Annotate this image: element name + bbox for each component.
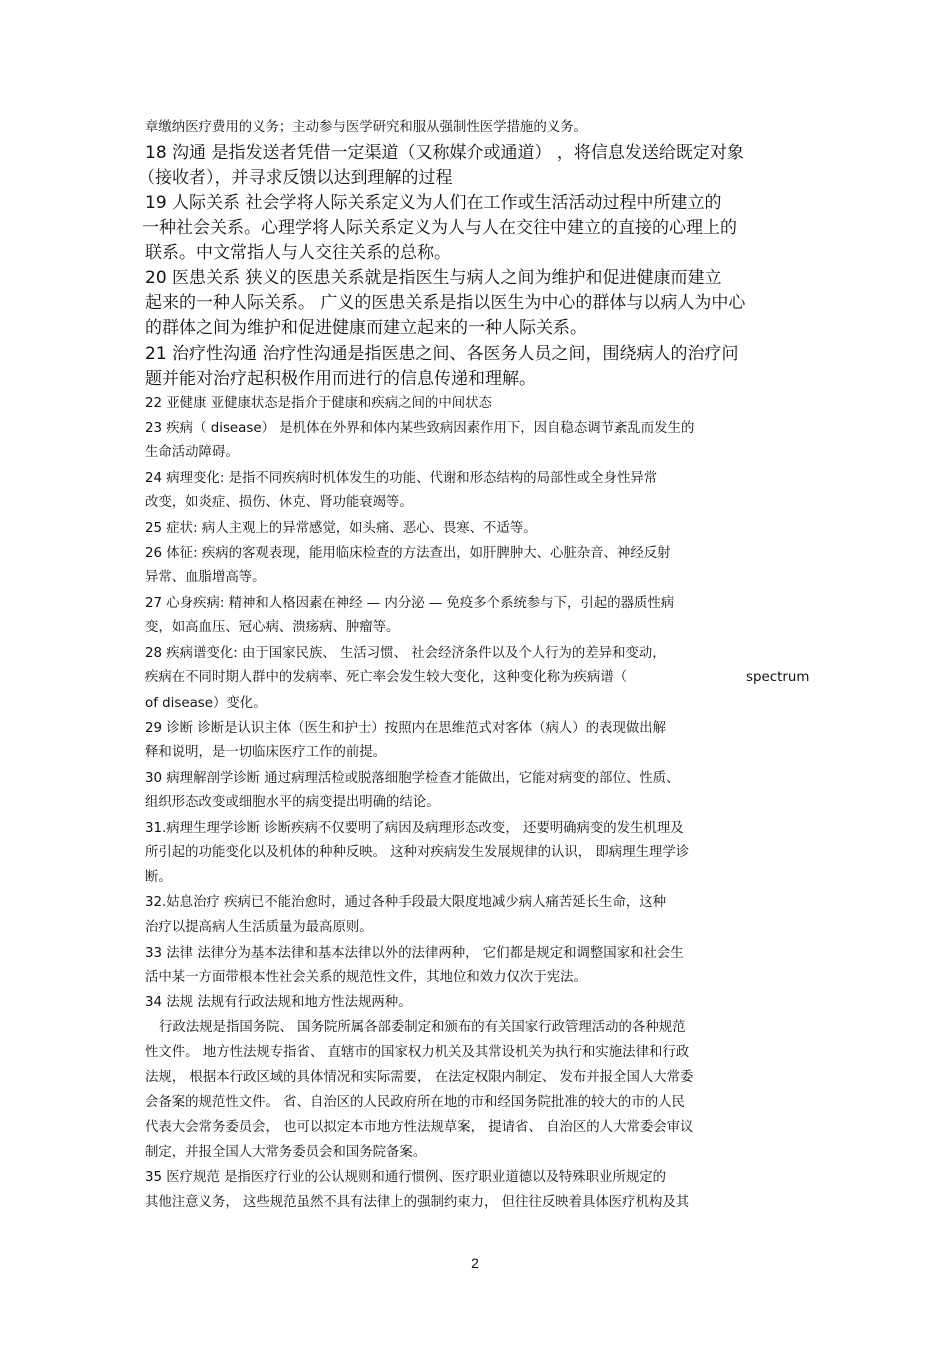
text-line: 代表大会常务委员会， 也可以拟定本市地方性法规草案， 提请省、 自治区的人大常委会审议	[145, 1120, 694, 1135]
text-line: 24 病理变化: 是指不同疾病时机体发生的功能、代谢和形态结构的局部性或全身性异常	[145, 471, 658, 486]
text-line: 题并能对治疗起积极作用而进行的信息传递和理解。	[145, 369, 536, 389]
text-line: 33 法律 法律分为基本法律和基本法律以外的法律两种， 它们都是规定和调整国家和社会生	[145, 946, 684, 961]
text-line: 联系。中文常指人与人交往关系的总称。	[145, 243, 451, 263]
text-line: 行政法规是指国务院、 国务院所属各部委制定和颁布的有关国家行政管理活动的各种规范	[159, 1020, 686, 1035]
text-line: 断。	[145, 870, 172, 885]
text-line: （接收者），并寻求反馈以达到理解的过程	[138, 168, 453, 188]
text-line: 会备案的规范性文件。 省、自治区的人民政府所在地的市和经国务院批准的较大的市的人民	[145, 1095, 685, 1110]
text-line: spectrum	[746, 670, 810, 685]
text-line: 32.姑息治疗 疾病已不能治愈时，通过各种手段最大限度地减少病人痛苦延长生命，这种	[145, 895, 667, 910]
text-line: 27 心身疾病: 精神和人格因素在神经 — 内分泌 — 免疫多个系统参与下，引起的器质性病	[145, 596, 675, 611]
text-line: 制定，并报全国人大常务委员会和国务院备案。	[145, 1145, 427, 1160]
text-line: 治疗以提高病人生活质量为最高原则。	[145, 920, 373, 935]
text-line: 29 诊断 诊断是认识主体（医生和护士）按照内在思维范式对客体（病人）的表现做出解	[145, 721, 667, 736]
text-line: 法规， 根据本行政区域的具体情况和实际需要， 在法定权限内制定、 发布并报全国人大常委	[145, 1070, 694, 1085]
text-line: 22 亚健康 亚健康状态是指介于健康和疾病之间的中间状态	[145, 396, 492, 411]
text-line: 变，如高血压、冠心病、溃疡病、肿瘤等。	[145, 620, 400, 635]
text-line: 25 症状: 病人主观上的异常感觉，如头痛、恶心、畏寒、不适等。	[145, 521, 537, 536]
text-line: 20 医患关系 狭义的医患关系就是指医生与病人之间为维护和促进健康而建立	[145, 268, 722, 288]
text-line: 34 法规 法规有行政法规和地方性法规两种。	[145, 995, 412, 1010]
text-line: 疾病在不同时期人群中的发病率、死亡率会发生较大变化，这种变化称为疾病谱（	[145, 670, 628, 685]
text-line: 释和说明，是一切临床医疗工作的前提。	[145, 745, 387, 760]
text-line: 性文件。 地方性法规专指省、 直辖市的国家权力机关及其常设机关为执行和实施法律和行政	[145, 1045, 690, 1060]
text-line: 起来的一种人际关系。 广义的医患关系是指以医生为中心的群体与以病人为中心	[145, 293, 746, 313]
text-line: 一种社会关系。心理学将人际关系定义为人与人在交往中建立的直接的心理上的	[142, 218, 737, 238]
text-line: 改变，如炎症、损伤、休克、肾功能衰竭等。	[145, 495, 413, 510]
text-line: 21 治疗性沟通 治疗性沟通是指医患之间、各医务人员之间，围绕病人的治疗问	[145, 344, 739, 364]
text-line: 26 体征: 疾病的客观表现，能用临床检查的方法查出，如肝脾肿大、心脏杂音、神经反射	[145, 546, 671, 561]
text-line: 生命活动障碍。	[145, 445, 239, 460]
text-line: 所引起的功能变化以及机体的种种反映。 这种对疾病发生发展规律的认识， 即病理生理学诊	[145, 845, 690, 860]
text-line: 28 疾病谱变化: 由于国家民族、 生活习惯、 社会经济条件以及个人行为的差异和变动，	[145, 646, 666, 661]
text-line: 异常、血脂增高等。	[145, 570, 266, 585]
text-line: 18 沟通 是指发送者凭借一定渠道（又称媒介或通道） ，将信息发送给既定对象	[145, 143, 744, 163]
text-line: 31.病理生理学诊断 诊断疾病不仅要明了病因及病理形态改变， 还要明确病变的发生机理及	[145, 821, 684, 836]
text-line: of disease）变化。	[145, 696, 267, 711]
text-line: 23 疾病（ disease） 是机体在外界和体内某些致病因素作用下，因自稳态调节紊乱而发生的	[145, 421, 695, 436]
text-line: 其他注意义务， 这些规范虽然不具有法律上的强制约束力， 但往往反映着具体医疗机构及其	[145, 1195, 690, 1210]
text-line: 组织形态改变或细胞水平的病变提出明确的结论。	[145, 795, 440, 810]
text-line: 的群体之间为维护和促进健康而建立起来的一种人际关系。	[145, 318, 587, 338]
page-number: 2	[471, 1255, 479, 1271]
text-line: 活中某一方面带根本性社会关系的规范性文件，其地位和效力仅次于宪法。	[145, 970, 587, 985]
text-line: 30 病理解剖学诊断 通过病理活检或脱落细胞学检查才能做出，它能对病变的部位、性质、	[145, 771, 680, 786]
text-line: 章缴纳医疗费用的义务；主动参与医学研究和服从强制性医学措施的义务。	[145, 120, 587, 135]
text-line: 35 医疗规范 是指医疗行业的公认规则和通行惯例、医疗职业道德以及特殊职业所规定的	[145, 1170, 667, 1185]
text-line: 19 人际关系 社会学将人际关系定义为人们在工作或生活活动过程中所建立的	[145, 193, 722, 213]
